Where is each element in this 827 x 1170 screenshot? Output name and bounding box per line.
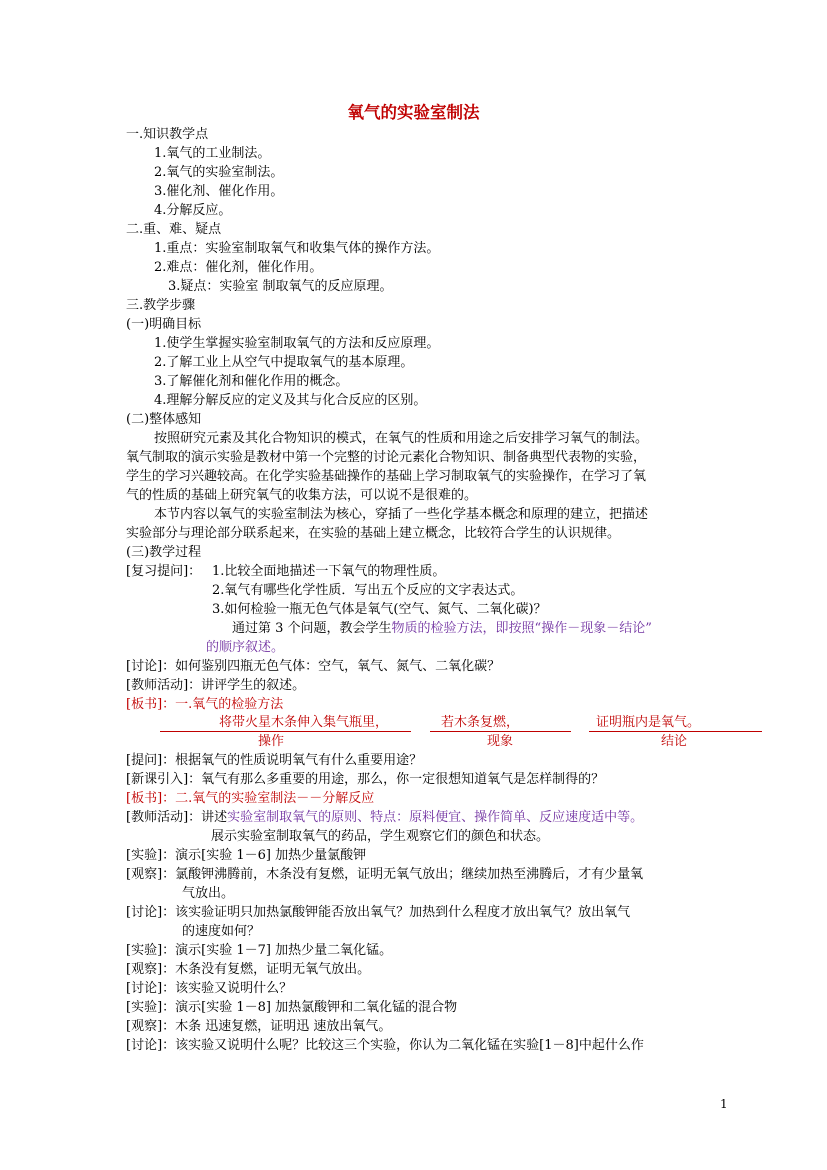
operation-text: 将带火星木条伸入集气瓶里，: [219, 715, 389, 730]
conclusion-text: 证明瓶内是氧气。: [596, 715, 701, 730]
observation-line: [观察]：氯酸钾沸腾前，木条没有复燃，证明无氧气放出；继续加热至沸腾后，才有少量氧: [126, 867, 644, 882]
section-heading: 一.知识教学点: [126, 127, 209, 142]
list-item: 4.理解分解反应的定义及其与化合反应的区别。: [154, 393, 427, 408]
paragraph-line: 实验部分与理论部分联系起来，在实验的基础上建立概念，比较符合学生的认识规律。: [126, 526, 621, 541]
intro-line: [新课引入]：氧气有那么多重要的用途，那么，你一定很想知道氧气是怎样制得的？: [126, 772, 605, 787]
question-line: [提问]：根据氧气的性质说明氧气有什么重要用途？: [126, 753, 423, 768]
highlight-text: 物质的检验方法，即按照“操作－现象－结论”: [391, 621, 652, 636]
subsection-heading: (二)整体感知: [126, 412, 202, 427]
paragraph-line: 展示实验室制取氧气的药品，学生观察它们的颜色和状态。: [211, 829, 550, 844]
experiment-line: [实验]：演示[实验 1－7] 加热少量二氧化锰。: [126, 943, 393, 958]
subsection-heading: (一)明确目标: [126, 317, 202, 332]
discussion-line: [讨论]：如何鉴别四瓶无色气体：空气，氧气、氮气、二氧化碳？: [126, 659, 501, 674]
text-run: 通过第 3 个问题，教会学生: [232, 621, 392, 636]
teacher-activity-line: [教师活动]：讲评学生的叙述。: [126, 678, 306, 693]
paragraph-line: 学生的学习兴趣较高。在化学实验基础操作的基础上学习制取氧气的实验操作，在学习了氧: [126, 469, 647, 484]
list-item: 1.氧气的工业制法。: [154, 146, 271, 161]
paragraph-line: 氧气制取的演示实验是教材中第一个完整的讨论元素化合物知识、制备典型代表物的实验，: [126, 450, 647, 465]
list-item: 3.疑点：实验室 制取氧气的反应原理。: [168, 279, 393, 294]
list-item: 1.使学生掌握实验室制取氧气的方法和反应原理。: [154, 336, 440, 351]
conclusion-label: 结论: [661, 734, 688, 749]
board-heading: [板书]：一.氧气的检验方法: [126, 697, 284, 712]
discussion-line: [讨论]：该实验证明只加热氯酸钾能否放出氧气？加热到什么程度才放出氧气？放出氧气: [126, 905, 631, 920]
review-label: [复习提问]：: [126, 564, 202, 579]
board-heading: [板书]：二.氧气的实验室制法－－分解反应: [126, 791, 375, 806]
observation-line: 气放出。: [182, 886, 235, 901]
highlight-text: 的顺序叙述。: [206, 640, 285, 655]
observation-line: [观察]：木条 迅速复燃，证明迅 速放出氧气。: [126, 1019, 392, 1034]
discussion-line: 的速度如何？: [182, 924, 261, 939]
list-item: 1.重点：实验室制取氧气和收集气体的操作方法。: [154, 241, 440, 256]
highlight-text: 实验室制取氧气的原则、特点：原料便宜、操作简单、反应速度适中等。: [227, 810, 644, 825]
page-title: 氧气的实验室制法: [347, 103, 480, 122]
divider: [160, 731, 411, 732]
text-run: [教师活动]：讲述: [126, 810, 228, 825]
section-heading: 三.教学步骤: [126, 298, 196, 313]
list-item: 4.分解反应。: [154, 203, 232, 218]
experiment-line: [实验]：演示[实验 1－8] 加热氯酸钾和二氧化锰的混合物: [126, 1000, 458, 1015]
observation-line: [观察]：木条没有复燃，证明无氧气放出。: [126, 962, 371, 977]
paragraph-line: 气的性质的基础上研究氧气的收集方法，可以说不是很难的。: [126, 488, 478, 503]
review-item: 3.如何检验一瓶无色气体是氧气(空气、氮气、二氧化碳)？: [212, 602, 547, 617]
experiment-line: [实验]：演示[实验 1－6] 加热少量氯酸钾: [126, 848, 367, 863]
operation-label: 操作: [258, 734, 285, 749]
review-item: 2.氧气有哪些化学性质．写出五个反应的文字表达式。: [212, 583, 524, 598]
list-item: 2.氧气的实验室制法。: [154, 165, 284, 180]
subsection-heading: (三)教学过程: [126, 545, 202, 560]
review-item: 1.比较全面地描述一下氧气的物理性质。: [212, 564, 446, 579]
teacher-activity-line: [126, 808, 643, 827]
list-item: 3.催化剂、催化作用。: [154, 184, 284, 199]
list-item: 2.难点：催化剂，催化作用。: [154, 260, 323, 275]
paragraph-line: [232, 619, 652, 638]
phenomenon-label: 现象: [487, 734, 514, 749]
discussion-line: [讨论]：该实验又说明什么？: [126, 981, 293, 996]
phenomenon-text: 若木条复燃，: [441, 715, 520, 730]
section-heading: 二.重、难、疑点: [126, 222, 222, 237]
paragraph-line: 按照研究元素及其化合物知识的模式，在氧气的性质和用途之后安排学习氧气的制法。: [154, 431, 649, 446]
list-item: 2.了解工业上从空气中提取氧气的基本原理。: [154, 355, 414, 370]
paragraph-line: 本节内容以氧气的实验室制法为核心，穿插了一些化学基本概念和原理的建立，把描述: [154, 507, 649, 522]
page-number: 1: [720, 1097, 728, 1111]
list-item: 3.了解催化剂和催化作用的概念。: [154, 374, 349, 389]
discussion-line: [讨论]：该实验又说明什么呢？比较这三个实验，你认为二氧化锰在实验[1－8]中起什么作: [126, 1038, 644, 1053]
